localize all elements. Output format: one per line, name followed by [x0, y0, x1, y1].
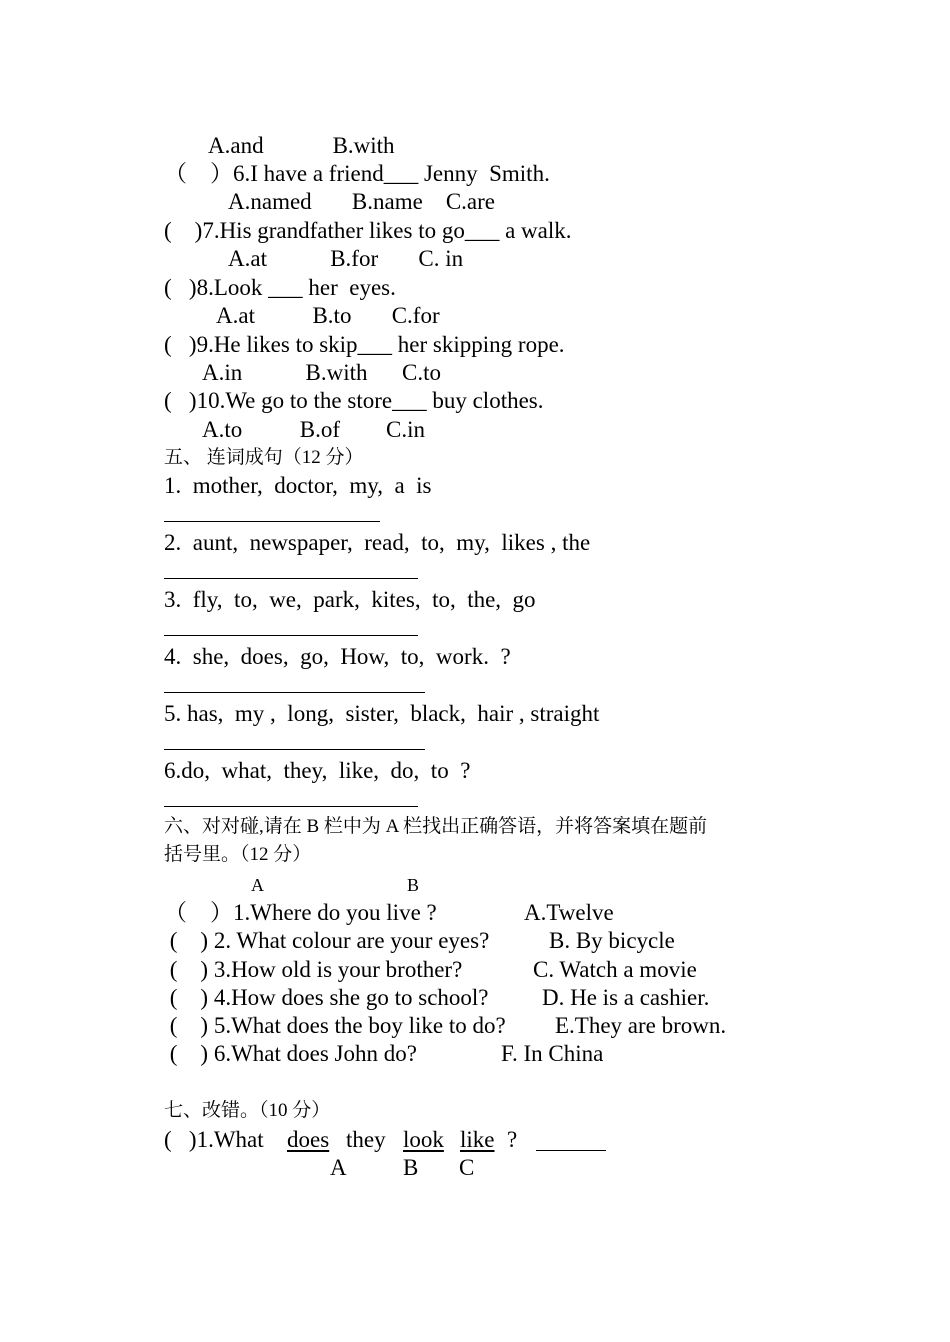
answer-line-3[interactable]: [164, 635, 418, 636]
reorder-item-2: 2. aunt, newspaper, read, to, my, likes , the: [164, 530, 591, 555]
match-question-2: ( ) 2. What colour are your eyes?: [164, 928, 490, 953]
column-b-label: B: [407, 875, 420, 895]
match-question-6: ( ) 6.What does John do?: [164, 1041, 417, 1066]
reorder-item-5: 5. has, my , long, sister, black, hair , straight: [164, 701, 600, 726]
q6-options: A.named B.name C.are: [228, 189, 495, 214]
column-a-label: A: [251, 875, 264, 895]
error-option-a: does: [287, 1127, 330, 1152]
option-label-a: A: [330, 1155, 347, 1180]
correction-question-1-prefix: ( )1.What: [164, 1127, 264, 1152]
question-7: ( )7.His grandfather likes to go___ a walk.: [164, 218, 572, 243]
q7-options: A.at B.for C. in: [228, 246, 464, 271]
correction-answer-line[interactable]: [536, 1150, 606, 1151]
answer-line-5[interactable]: [164, 749, 425, 750]
reorder-item-6: 6.do, what, they, like, do, to ?: [164, 758, 471, 783]
q9-options: A.in B.with C.to: [202, 360, 441, 385]
option-label-b: B: [403, 1155, 419, 1180]
answer-line-2[interactable]: [164, 578, 418, 579]
question-6: （ ）6.I have a friend___ Jenny Smith.: [164, 161, 550, 186]
match-answer-a: A.Twelve: [524, 900, 614, 925]
match-answer-e: E.They are brown.: [555, 1013, 727, 1038]
match-question-1: （ ）1.Where do you live ?: [164, 900, 437, 925]
correction-word-they: they: [346, 1127, 386, 1152]
error-option-c: like: [460, 1127, 495, 1152]
answer-line-6[interactable]: [164, 806, 418, 807]
answer-line-1[interactable]: [164, 521, 380, 522]
q8-options: A.at B.to C.for: [216, 303, 440, 328]
answer-line-4[interactable]: [164, 692, 425, 693]
match-answer-f: F. In China: [501, 1041, 604, 1066]
option-label-c: C: [459, 1155, 475, 1180]
section6-heading-line1: 六、对对碰,请在 B 栏中为 A 栏找出正确答语，并将答案填在题前: [164, 816, 708, 837]
question-mark: ?: [507, 1127, 518, 1152]
reorder-item-4: 4. she, does, go, How, to, work. ?: [164, 644, 511, 669]
match-question-4: ( ) 4.How does she go to school?: [164, 985, 489, 1010]
q5-options: A.and B.with: [208, 133, 395, 158]
q10-options: A.to B.of C.in: [202, 417, 425, 442]
section6-heading-line2: 括号里。（12 分）: [164, 844, 312, 865]
question-8: ( )8.Look ___ her eyes.: [164, 275, 396, 300]
match-answer-b: B. By bicycle: [549, 928, 675, 953]
match-question-3: ( ) 3.How old is your brother?: [164, 957, 463, 982]
match-answer-c: C. Watch a movie: [533, 957, 697, 982]
question-9: ( )9.He likes to skip___ her skipping rope.: [164, 332, 565, 357]
match-question-5: ( ) 5.What does the boy like to do?: [164, 1013, 506, 1038]
question-10: ( )10.We go to the store___ buy clothes.: [164, 388, 544, 413]
section7-heading: 七、改错。（10 分）: [164, 1100, 331, 1121]
reorder-item-3: 3. fly, to, we, park, kites, to, the, go: [164, 587, 536, 612]
reorder-item-1: 1. mother, doctor, my, a is: [164, 473, 432, 498]
match-answer-d: D. He is a cashier.: [542, 985, 710, 1010]
section5-heading: 五、 连词成句（12 分）: [164, 447, 364, 468]
error-option-b: look: [403, 1127, 444, 1152]
